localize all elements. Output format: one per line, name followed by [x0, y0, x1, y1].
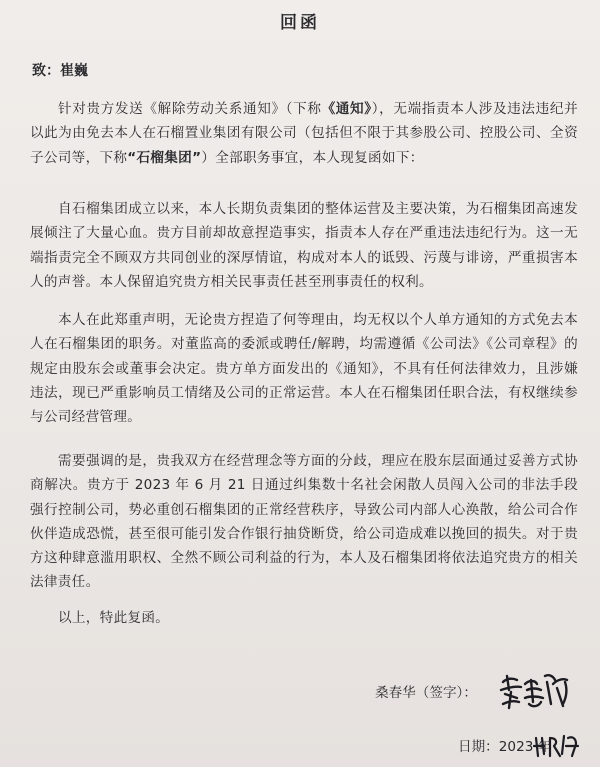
document-title: 回函: [280, 13, 320, 33]
paragraph-2: 自石榴集团成立以来，本人长期负责集团的整体运营及主要决策，为石榴集团高速发展倾注了大量心血。贵方目前却故意捏造事实，指责本人存在严重违法违纪行为。这一无端指责完全不顾双方共同创业的深厚情谊，构成对本人的诋毁、污蔑与诽谤，严重损害本人的声誉。本人保留追究贵方相关民事责任甚至刑事责任的权利。: [30, 201, 578, 290]
paragraph-1-term-notice: 《通知》: [321, 101, 372, 117]
salutation: 致：崔巍: [32, 63, 88, 79]
handwritten-date-mark: [532, 732, 580, 760]
paragraph-1-text-e: ）全部职务事宜，本人现复函如下：: [201, 149, 424, 166]
paragraph-1: [30, 97, 578, 170]
paragraph-5: 以上，特此复函。: [58, 610, 170, 626]
paragraph-4: 需要强调的是，贵我双方在经营理念等方面的分歧，理应在股东层面通过妥善方式协商解决。贵方于 2023 年 6 月 21 日通过纠集数十名社会闲散人员闯入公司的非法手段强行控制公司，势必重创石榴集团的正常经营秩序，导致公司内部人心涣散，给公司合作伙伴造成恐慌，甚至很可能引发合作银行抽贷断贷，给公司造成难以挽回的损失。对于贵方这种肆意滥用职权、全然不顾公司利益的行为，本人及石榴集团将依法追究贵方的相关法律责任。: [30, 453, 578, 591]
paragraph-1-term-group: “石榴集团”: [127, 149, 202, 166]
signatory-label: 桑春华（签字）：: [375, 685, 477, 701]
paragraph-1-text-a: 针对贵方发送《解除劳动关系通知》（下称: [58, 101, 322, 117]
handwritten-signature: [497, 668, 573, 716]
date-label: 日期：2023 年: [458, 739, 552, 755]
paragraph-3: 本人在此郑重声明，无论贵方捏造了何等理由，均无权以个人单方通知的方式免去本人在石榴集团的职务。对董监高的委派或聘任/解聘，均需遵循《公司法》《公司章程》的规定由股东会或董事会决定。贵方单方面发出的《通知》，不具有任何法律效力，且涉嫌违法，现已严重影响员工情绪及公司的正常运营。本人在石榴集团任职合法，有权继续参与公司经营管理。: [30, 312, 578, 426]
paragraph-1-text-c: ），无端指责本人涉及违法违纪并以此为由免去本人在石榴置业集团有限公司（包括但不限于其参股公司、控股公司、全资子公司等，下称: [30, 101, 578, 166]
